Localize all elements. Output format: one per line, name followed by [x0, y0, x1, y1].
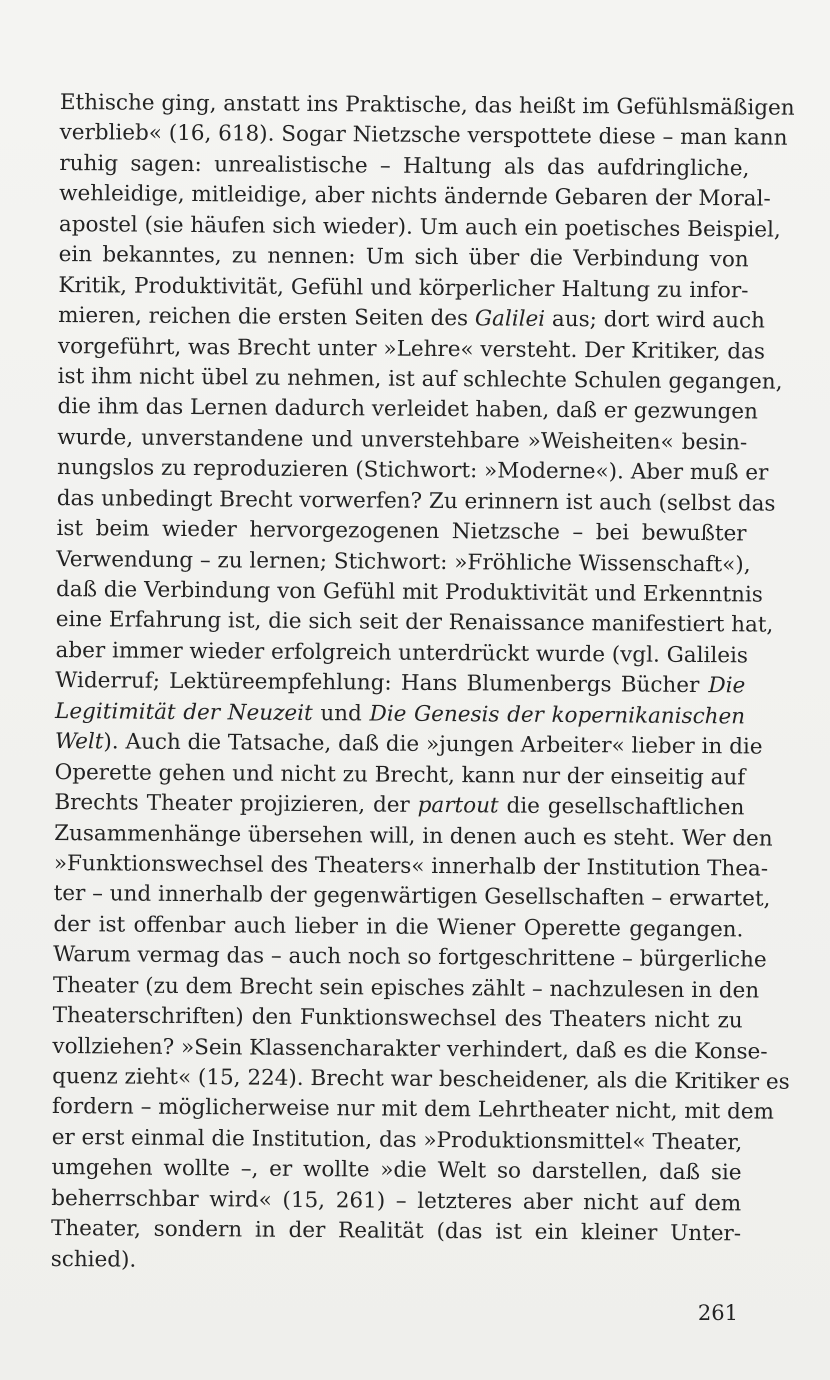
text-segment: Theater (zu dem Brecht sein episches zählt – nachzulesen in den [52, 972, 760, 1004]
text-segment: Operette gehen und nicht zu Brecht, kann nur der einseitig auf [54, 759, 746, 791]
text-segment: daß die Verbindung von Gefühl mit Produktivität und Erkenntnis [55, 576, 763, 608]
text-segment: schied). [50, 1246, 137, 1273]
text-line [51, 1245, 741, 1281]
text-segment: quenz zieht« (15, 224). Brecht war bescheidener, als die Kritiker es [52, 1063, 790, 1095]
text-segment: Theaterschriften) den Funktionswechsel des Theaters nicht zu [52, 1003, 743, 1034]
text-segment: aus; dort wird auch [545, 306, 765, 334]
italic-text-segment: Die [708, 673, 746, 699]
italic-text-segment: Welt [54, 729, 104, 755]
text-segment: Kritik, Produktivität, Gefühl und körperlicher Haltung zu infor- [58, 272, 749, 304]
text-segment: mieren, reichen die ersten Seiten des [58, 303, 475, 332]
text-segment: wehleidige, mitleidige, aber nichts ändernde Gebaren der Moral- [59, 181, 771, 212]
text-segment: fordern – möglicherweise nur mit dem Lehrtheater nicht, mit dem [51, 1094, 775, 1126]
text-line [53, 1001, 743, 1037]
text-segment: eine Erfahrung ist, die sich seit der Renaissance manifestiert hat, [55, 607, 774, 639]
text-segment: Widerruf; Lektüreempfehlung: Hans Blumenbergs Bücher [55, 668, 709, 699]
text-segment: Brechts Theater projizieren, der [54, 790, 418, 818]
text-segment: Zusammenhänge übersehen will, in denen auch es steht. Wer den [54, 820, 773, 852]
text-line [55, 666, 745, 702]
text-line [54, 727, 763, 763]
text-segment: vollziehen? »Sein Klassencharakter verhindert, daß es die Konse- [52, 1033, 768, 1065]
text-segment: die gesellschaftlichen [498, 793, 745, 821]
body-text [50, 88, 795, 1280]
italic-text-segment: Galilei [474, 306, 546, 332]
text-segment: ist ihm nicht übel zu nehmen, ist auf schlechte Schulen gegangen, [57, 363, 783, 395]
text-segment: er erst einmal die Institution, das »Produktionsmittel« Theater, [51, 1124, 743, 1156]
text-segment: ist beim wieder hervorgezogenen Nietzsche – bei bewußter [56, 516, 747, 547]
text-segment: Ethische ging, anstatt ins Praktische, das heißt im Gefühlsmäßigen [59, 89, 795, 121]
text-line [58, 301, 765, 337]
text-segment: Theater, sondern in der Realität (das ist ein kleiner Unter- [50, 1216, 742, 1247]
text-segment: Verwendung – zu lernen; Stichwort: »Fröhliche Wissenschaft«), [56, 546, 751, 578]
text-segment: aber immer wieder erfolgreich unterdrückt wurde (vgl. Galileis [55, 637, 749, 669]
text-line [56, 514, 746, 550]
text-line [51, 1214, 741, 1250]
text-line [59, 179, 771, 215]
text-segment: wurde, unverstandene und unverstehbare »Weisheiten« besin- [57, 424, 748, 456]
text-line [54, 788, 744, 824]
italic-text-segment: Legitimität der Neuzeit [55, 698, 313, 726]
text-segment: ). Auch die Tatsache, daß die »jungen Arbeiter« lieber in die [103, 729, 763, 760]
text-segment: beherrschbar wird« (15, 261) – letzteres aber nicht auf dem [51, 1185, 742, 1217]
text-segment: Warum vermag das – auch noch so fortgeschrittene – bürgerliche [53, 942, 767, 973]
text-segment: »Funktionswechsel des Theaters« innerhalb der Institution Thea- [53, 850, 769, 882]
text-segment: vorgeführt, was Brecht unter »Lehre« versteht. Der Kritiker, das [57, 333, 766, 365]
text-segment: ein bekanntes, zu nennen: Um sich über die Verbindung von [58, 242, 749, 273]
text-segment: apostel (sie häufen sich wieder). Um auch ein poetisches Beispiel, [58, 211, 781, 243]
text-segment: umgehen wollte –, er wollte »die Welt so darstellen, daß sie [51, 1155, 742, 1186]
text-segment: ter – und innerhalb der gegenwärtigen Gesellschaften – erwartet, [53, 881, 771, 912]
text-line [51, 1153, 741, 1189]
text-line [59, 240, 749, 276]
italic-text-segment: Die Genesis der kopernikanischen [369, 701, 746, 730]
text-segment: ruhig sagen: unrealistische – Haltung als das aufdringliche, [59, 150, 750, 182]
text-segment: und [312, 700, 370, 727]
text-line [56, 453, 769, 489]
text-segment: nungslos zu reproduzieren (Stichwort: »Moderne«). Aber muß er [56, 455, 769, 486]
italic-text-segment: partout [417, 792, 499, 819]
text-segment: das unbedingt Brecht vorwerfen? Zu erinnern ist auch (selbst das [56, 485, 776, 517]
page-number: 261 [697, 1301, 738, 1325]
text-line [53, 940, 767, 976]
text-segment: der ist offenbar auch lieber in die Wiener Operette gegangen. [53, 911, 744, 943]
text-segment: die ihm das Lernen dadurch verleidet haben, daß er gezwungen [57, 394, 758, 425]
text-segment: verblieb« (16, 618). Sogar Nietzsche verspottete diese – man kann [59, 120, 788, 152]
